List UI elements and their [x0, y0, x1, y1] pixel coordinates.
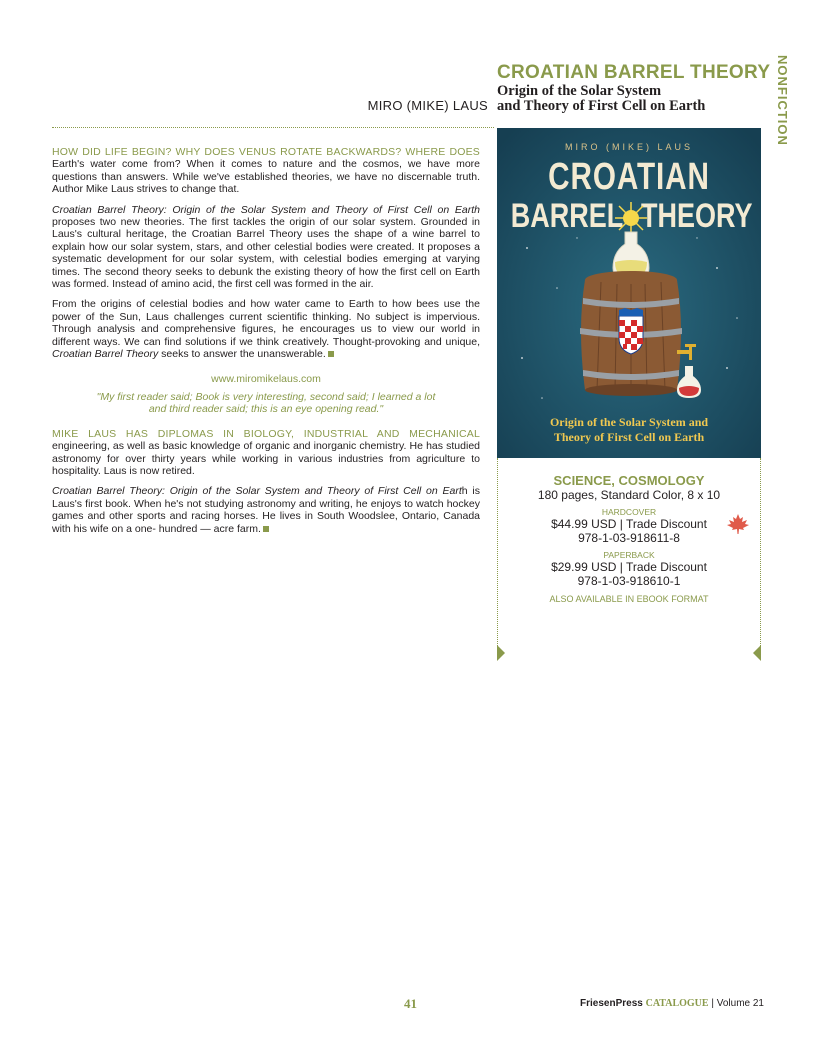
end-mark-icon — [263, 526, 269, 532]
paragraph-1 — [52, 146, 480, 196]
hardcover-label: HARDCOVER — [601, 507, 657, 517]
paragraph-2-text: proposes two new theories. The first tackles the origin of our solar system. Grounded in Laus's cultural heritage, the Croatian Barrel Theory uses the shape of a wine barrel to explain how our solar system, stars, and other celestial bodies were created. It proposes a systematic development for our solar system, with celestial bodies emerging at varying times. The second theory seeks to debunk the existing theory of how the first cell on Earth was formed. Instead of amino acid, the first cell was formed in the air. — [52, 216, 480, 291]
paragraph-1-lead: HOW DID LIFE BEGIN? WHY DOES VENUS ROTATE BACKWARDS? WHERE DOES — [52, 146, 480, 158]
cover-illustration — [497, 128, 761, 458]
paragraph-1-text: Earth's water come from? When it comes to nature and the cosmos, we have more questions than answers. While we've established theories, we have no discernable truth. Author Mike Laus strives to change that. — [52, 158, 480, 196]
paragraph-3-start: From the origins of celestial bodies and how water came to Earth to how bees use the power of the Sun, Laus challenges current scientific thinking. No subject is impervious. Through analysis and comprehensive figures, he encourages us to view our world in different ways. We can find solutions if we think creatively. Thought-provoking and unique, — [52, 298, 480, 348]
sun-icon — [615, 202, 647, 234]
paragraph-3-title: Croatian Barrel Theory — [52, 348, 159, 361]
paragraph-4-lead: MIKE LAUS HAS DIPLOMAS IN BIOLOGY, INDUSTRIAL AND MECHANICAL — [52, 427, 480, 440]
subtitle-line-1: Origin of the Solar System — [497, 83, 662, 99]
croatian-shield-icon — [619, 308, 643, 354]
paragraph-5-title: Croatian Barrel Theory: Origin of the Solar System and Theory of First Cell on Eart — [52, 485, 462, 498]
cover-author: MIRO (MIKE) LAUS — [564, 142, 694, 152]
reader-quote: "My first reader said; Book is very interesting, second said; I learned a lot and third reader said; this is an eye opening read." — [96, 390, 436, 416]
footer-brand: FriesenPress — [580, 998, 643, 1009]
hardcover-price: $44.99 USD | Trade Discount — [551, 517, 707, 531]
book-subtitle — [497, 84, 705, 114]
book-info-panel — [497, 458, 761, 604]
cover-title-line-2a: BARREL — [510, 195, 624, 235]
paperback-price: $29.99 USD | Trade Discount — [551, 560, 707, 574]
book-title: CROATIAN BARREL THEORY — [497, 62, 771, 83]
footer-volume: | Volume 21 — [711, 998, 764, 1009]
author-name: MIRO (MIKE) LAUS — [367, 98, 488, 113]
paragraph-5 — [52, 485, 480, 535]
cover-subtitle-line-1: Origin of the Solar System and — [549, 415, 709, 429]
right-triangle-icon — [753, 645, 761, 661]
cover-title-line-1: CROATIAN — [548, 155, 710, 198]
page-number: 41 — [404, 996, 417, 1011]
cover-subtitle-line-2: Theory of First Cell on Earth — [553, 430, 705, 444]
paragraph-2 — [52, 204, 480, 291]
hardcover-isbn: 978-1-03-918611-8 — [578, 531, 680, 545]
ebook-note: ALSO AVAILABLE IN EBOOK FORMAT — [549, 594, 709, 604]
maple-leaf-icon — [727, 514, 749, 534]
paragraph-3-end: seeks to answer the unanswerable. — [158, 348, 326, 361]
subtitle-line-2: and Theory of First Cell on Earth — [497, 98, 706, 114]
header-divider — [52, 127, 494, 128]
paragraph-5-text: is Laus's first book. When he's not studying astronomy and writing, he enjoys to watch hockey games and other sports and racing horses. He lives in South Woodslee, Ontario, Canada with his wife on a one- hundred — acre farm. — [52, 485, 481, 535]
end-mark-icon — [328, 351, 334, 357]
paragraph-5-h: h — [461, 485, 468, 498]
paragraph-3 — [52, 298, 480, 360]
book-cover — [497, 128, 761, 458]
cover-title-line-2b: THEORY — [641, 195, 753, 235]
paragraph-4-text: engineering, as well as basic knowledge of organic and inorganic chemistry. He has studied astronomy for over thirty years while working in various industries from agriculture to hospitality. Laus is now retired. — [52, 440, 480, 477]
description-column — [52, 146, 480, 543]
left-triangle-icon — [497, 645, 505, 661]
section-label: NONFICTION — [775, 55, 790, 146]
book-specs: 180 pages, Standard Color, 8 x 10 — [537, 488, 721, 502]
catalogue-footer — [580, 998, 764, 1009]
website-link[interactable]: www.miromikelaus.com — [211, 372, 321, 385]
paragraph-2-title: Croatian Barrel Theory: Origin of the Solar System and Theory of First Cell on Earth — [52, 203, 480, 216]
paperback-label: PAPERBACK — [603, 550, 655, 560]
book-category: SCIENCE, COSMOLOGY — [553, 473, 705, 488]
paperback-isbn: 978-1-03-918610-1 — [577, 574, 681, 588]
footer-catalogue: CATALOGUE — [645, 998, 709, 1009]
paragraph-4 — [52, 428, 480, 478]
